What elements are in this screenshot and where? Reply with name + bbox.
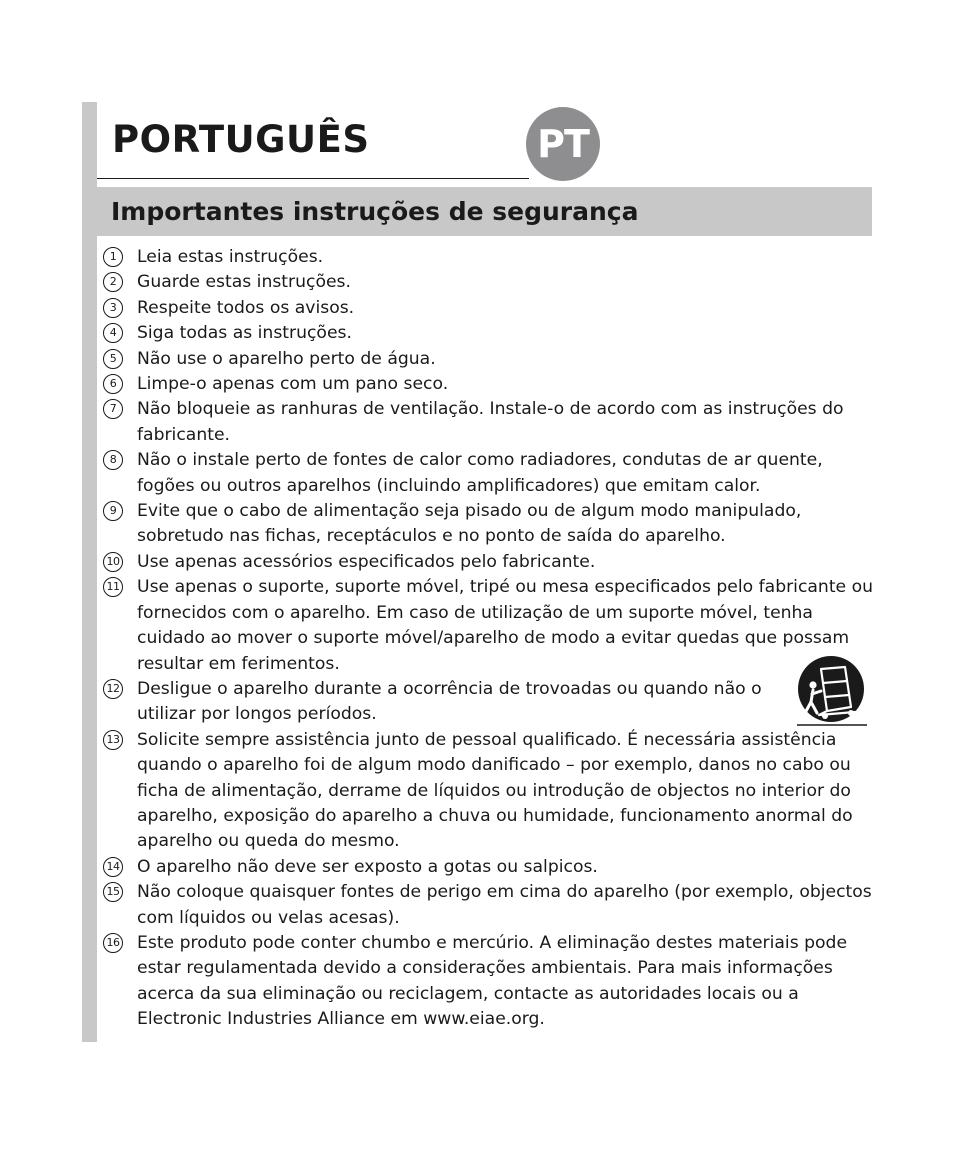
instruction-number: 11: [103, 577, 123, 597]
language-title: PORTUGUÊS: [112, 118, 370, 161]
instruction-number: 8: [103, 450, 123, 470]
instruction-item: [103, 728, 878, 855]
instruction-text: Leia estas instruções.: [137, 247, 324, 267]
instruction-item: [103, 448, 878, 499]
instruction-number: 12: [103, 679, 123, 699]
instruction-text: Não use o aparelho perto de água.: [137, 348, 436, 369]
instruction-number: 15: [103, 882, 123, 902]
left-side-bar: [82, 102, 97, 1042]
instruction-text: Limpe-o apenas com um pano seco.: [137, 374, 449, 395]
instruction-number: 14: [103, 857, 123, 877]
instruction-text: Não coloque quaisquer fontes de perigo em cima do aparelho (por exemplo, objectos com líquidos ou velas acesas).: [137, 882, 872, 928]
instruction-text: Use apenas o suporte, suporte móvel, tripé ou mesa especificados pelo fabricante ou fornecidos com o aparelho. Em caso de utilização de um suporte móvel, tenha cuidado ao mover o suporte móvel/aparelho de modo a evitar quedas que possam resultar em ferimentos.: [137, 577, 874, 674]
instruction-item: [103, 499, 878, 550]
instruction-number: 13: [103, 730, 123, 750]
instruction-item: [103, 931, 878, 1033]
instruction-text: Evite que o cabo de alimentação seja pisado ou de algum modo manipulado, sobretudo nas fichas, receptáculos e no ponto de saída do aparelho.: [137, 501, 802, 547]
section-header-band: [97, 187, 872, 236]
instruction-number: 4: [103, 323, 123, 343]
instruction-number: 7: [103, 399, 123, 419]
instruction-text: Siga todas as instruções.: [137, 323, 352, 344]
instruction-text: Não bloqueie as ranhuras de ventilação. Instale-o de acordo com as instruções do fabricante.: [137, 399, 844, 445]
instruction-item: [103, 245, 878, 270]
instruction-number: 16: [103, 933, 123, 953]
instruction-text: Solicite sempre assistência junto de pessoal qualificado. É necessária assistência quando o aparelho foi de algum modo danificado – por exemplo, danos no cabo ou ficha de alimentação, derrame de líquidos ou introdução de objectos no interior do aparelho, exposição do aparelho a chuva ou humidade, funcionamento anormal do aparelho ou queda do mesmo.: [137, 729, 853, 852]
instruction-text: Respeite todos os avisos.: [137, 297, 355, 318]
instruction-item: [103, 880, 878, 931]
title-underline: [97, 178, 529, 179]
instruction-text: Use apenas acessórios especificados pelo fabricante.: [137, 551, 596, 572]
instruction-text: O aparelho não deve ser exposto a gotas ou salpicos.: [137, 856, 598, 877]
instruction-item: [103, 397, 878, 448]
instruction-number: 2: [103, 272, 123, 292]
instruction-item: [103, 347, 878, 372]
instruction-text: Este produto pode conter chumbo e mercúrio. A eliminação destes materiais pode estar regulamentada devido a considerações ambientais. Para mais informações acerca da sua eliminação ou reciclagem, contacte as autoridades locais ou a Electronic Industries Alliance em www.eiae.org.: [137, 932, 848, 1030]
language-code-badge: PT: [526, 107, 600, 181]
instruction-item: [103, 270, 878, 295]
instruction-item: [103, 296, 878, 321]
instruction-number: 5: [103, 349, 123, 369]
instruction-text: Desligue o aparelho durante a ocorrência de trovoadas ou quando não o utilizar por longos períodos.: [137, 678, 762, 725]
instruction-item: [103, 321, 878, 346]
instruction-item: [103, 372, 878, 397]
instruction-number: 6: [103, 374, 123, 394]
instruction-item: [103, 677, 878, 728]
instruction-text: Guarde estas instruções.: [137, 272, 351, 293]
instruction-item: [103, 855, 878, 880]
instruction-number: 1: [103, 247, 123, 267]
cart-tip-over-warning-icon: [791, 655, 871, 727]
instruction-item: [103, 575, 878, 677]
instruction-number: 9: [103, 501, 123, 521]
section-title: Importantes instruções de segurança: [111, 197, 639, 226]
instruction-item: [103, 550, 878, 575]
instruction-text: Não o instale perto de fontes de calor como radiadores, condutas de ar quente, fogões ou outros aparelhos (incluindo amplificadores) que emitam calor.: [137, 450, 823, 496]
instruction-number: 10: [103, 552, 123, 572]
safety-instructions-list: [103, 245, 878, 1033]
instruction-number: 3: [103, 298, 123, 318]
